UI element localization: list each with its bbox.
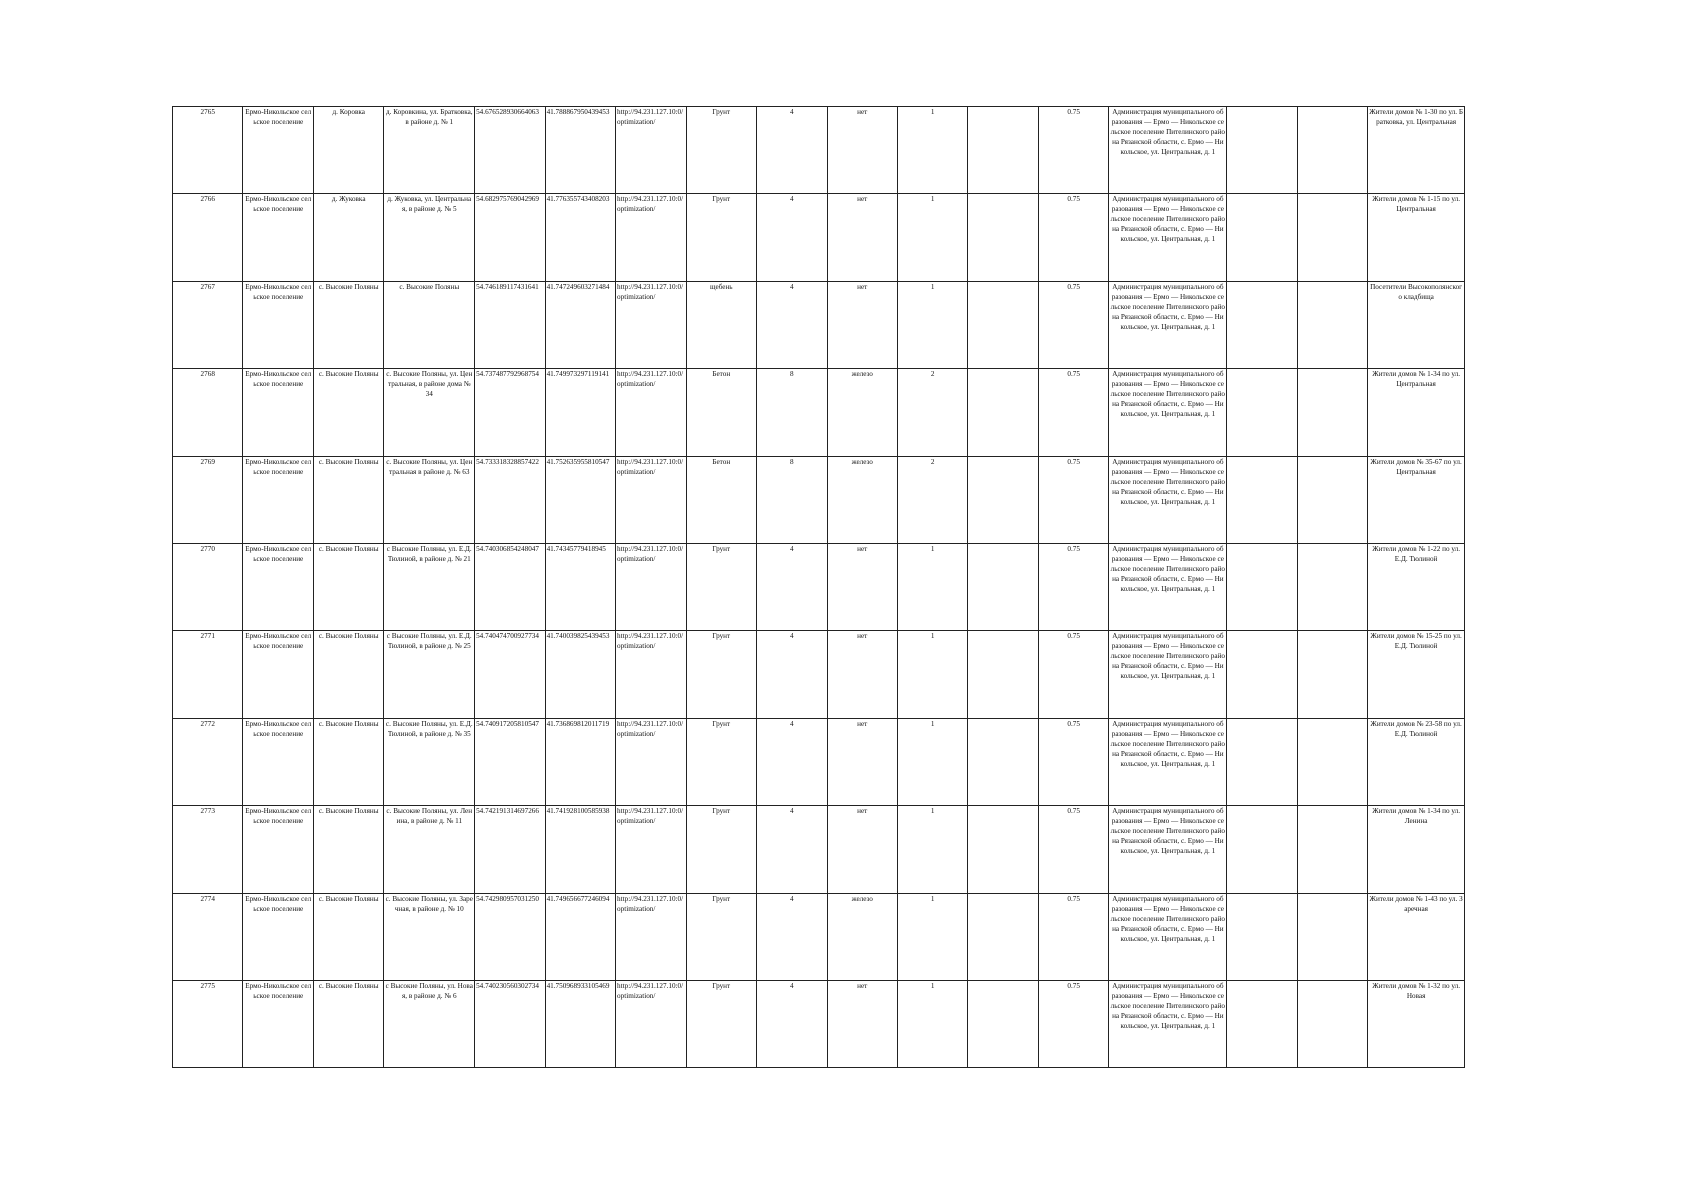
owner-cell: Администрация муниципального образования — Ермо — Никольское сельское поселение Пителинского района Рязанской области, с. Ермо — Никольское, ул. Центральная, д. 1 — [1109, 893, 1227, 980]
containers-cell: 2 — [897, 456, 967, 543]
settlement-cell: Ермо-Никольское сельское поселение — [243, 718, 313, 805]
volume-cell: 0.75 — [1038, 107, 1108, 194]
waste-sources-cell: Посетители Высокополянского кладбища — [1368, 281, 1465, 368]
waste-sources-cell: Жители домов № 15-25 по ул. Е.Д. Тюлиной — [1368, 631, 1465, 718]
settlement-cell: Ермо-Никольское сельское поселение — [243, 543, 313, 630]
record-number-cell: 2769 — [173, 456, 243, 543]
empty-cell — [1227, 543, 1297, 630]
waste-sources-cell: Жители домов № 1-22 по ул. Е.Д. Тюлиной — [1368, 543, 1465, 630]
empty-cell — [1297, 893, 1367, 980]
surface-cell: Бетон — [686, 369, 756, 456]
table-row — [173, 980, 1465, 1067]
surface-cell: щебень — [686, 281, 756, 368]
locality-cell: с. Высокие Поляны — [313, 456, 383, 543]
empty-cell — [1227, 718, 1297, 805]
address-cell: с. Высокие Поляны — [384, 281, 475, 368]
area-cell: 4 — [757, 631, 827, 718]
latitude-cell: 54.733318328857422 — [475, 456, 545, 543]
record-number-cell: 2772 — [173, 718, 243, 805]
latitude-cell: 54.682975769042969 — [475, 194, 545, 281]
waste-sources-cell: Жители домов № 1-43 по ул. Заречная — [1368, 893, 1465, 980]
area-cell: 8 — [757, 369, 827, 456]
owner-cell: Администрация муниципального образования — Ермо — Никольское сельское поселение Пителинского района Рязанской области, с. Ермо — Никольское, ул. Центральная, д. 1 — [1109, 718, 1227, 805]
settlement-cell: Ермо-Никольское сельское поселение — [243, 631, 313, 718]
settlement-cell: Ермо-Никольское сельское поселение — [243, 806, 313, 893]
record-number-cell: 2766 — [173, 194, 243, 281]
surface-cell: Грунт — [686, 194, 756, 281]
latitude-cell: 54.737487792968754 — [475, 369, 545, 456]
link-cell[interactable]: http://94.231.127.10:0/optimization/ — [616, 369, 686, 456]
owner-cell: Администрация муниципального образования — Ермо — Никольское сельское поселение Пителинского района Рязанской области, с. Ермо — Никольское, ул. Центральная, д. 1 — [1109, 980, 1227, 1067]
link-cell[interactable]: http://94.231.127.10:0/optimization/ — [616, 980, 686, 1067]
empty-cell — [1297, 456, 1367, 543]
empty-cell — [968, 806, 1038, 893]
empty-cell — [1297, 543, 1367, 630]
settlement-cell: Ермо-Никольское сельское поселение — [243, 194, 313, 281]
address-cell: с Высокие Поляны, ул. Е.Д. Тюлиной, в районе д. № 25 — [384, 631, 475, 718]
table-row — [173, 631, 1465, 718]
latitude-cell: 54.740230560302734 — [475, 980, 545, 1067]
link-cell[interactable]: http://94.231.127.10:0/optimization/ — [616, 718, 686, 805]
empty-cell — [1227, 107, 1297, 194]
record-number-cell: 2771 — [173, 631, 243, 718]
empty-cell — [968, 893, 1038, 980]
empty-cell — [968, 456, 1038, 543]
latitude-cell: 54.740917205810547 — [475, 718, 545, 805]
volume-cell: 0.75 — [1038, 631, 1108, 718]
fence-cell: нет — [827, 980, 897, 1067]
locality-cell: с. Высокие Поляны — [313, 369, 383, 456]
area-cell: 4 — [757, 281, 827, 368]
longitude-cell: 41.749973297119141 — [545, 369, 615, 456]
locality-cell: с. Высокие Поляны — [313, 806, 383, 893]
waste-sources-cell: Жители домов № 1-32 по ул. Новая — [1368, 980, 1465, 1067]
address-cell: д. Коровкина, ул. Братковка, в районе д. № 1 — [384, 107, 475, 194]
surface-cell: Грунт — [686, 893, 756, 980]
address-cell: с. Высокие Поляны, ул. Центральная, в районе дома № 34 — [384, 369, 475, 456]
containers-cell: 1 — [897, 980, 967, 1067]
fence-cell: железо — [827, 456, 897, 543]
empty-cell — [1297, 369, 1367, 456]
locality-cell: с. Высокие Поляны — [313, 893, 383, 980]
empty-cell — [1297, 194, 1367, 281]
settlement-cell: Ермо-Никольское сельское поселение — [243, 107, 313, 194]
table-row — [173, 456, 1465, 543]
area-cell: 4 — [757, 194, 827, 281]
waste-sources-cell: Жители домов № 23-58 по ул. Е.Д. Тюлиной — [1368, 718, 1465, 805]
containers-cell: 1 — [897, 281, 967, 368]
settlement-cell: Ермо-Никольское сельское поселение — [243, 281, 313, 368]
longitude-cell: 41.776355743408203 — [545, 194, 615, 281]
surface-cell: Грунт — [686, 806, 756, 893]
latitude-cell: 54.676528930664063 — [475, 107, 545, 194]
containers-cell: 1 — [897, 893, 967, 980]
table-row — [173, 893, 1465, 980]
empty-cell — [968, 980, 1038, 1067]
empty-cell — [1227, 631, 1297, 718]
address-cell: с. Высокие Поляны, ул. Центральная в районе д. № 63 — [384, 456, 475, 543]
containers-cell: 1 — [897, 107, 967, 194]
containers-cell: 1 — [897, 543, 967, 630]
area-cell: 4 — [757, 107, 827, 194]
empty-cell — [968, 718, 1038, 805]
empty-cell — [968, 543, 1038, 630]
longitude-cell: 41.74345779418945 — [545, 543, 615, 630]
longitude-cell: 41.736869812011719 — [545, 718, 615, 805]
link-cell[interactable]: http://94.231.127.10:0/optimization/ — [616, 456, 686, 543]
table-row — [173, 718, 1465, 805]
locality-cell: с. Высокие Поляны — [313, 718, 383, 805]
latitude-cell: 54.742191314697266 — [475, 806, 545, 893]
record-number-cell: 2767 — [173, 281, 243, 368]
owner-cell: Администрация муниципального образования — Ермо — Никольское сельское поселение Пителинского района Рязанской области, с. Ермо — Никольское, ул. Центральная, д. 1 — [1109, 806, 1227, 893]
empty-cell — [1227, 456, 1297, 543]
locality-cell: с. Высокие Поляны — [313, 631, 383, 718]
settlement-cell: Ермо-Никольское сельское поселение — [243, 893, 313, 980]
longitude-cell: 41.740039825439453 — [545, 631, 615, 718]
link-cell[interactable]: http://94.231.127.10:0/optimization/ — [616, 107, 686, 194]
settlement-cell: Ермо-Никольское сельское поселение — [243, 456, 313, 543]
empty-cell — [1297, 281, 1367, 368]
fence-cell: нет — [827, 806, 897, 893]
link-cell[interactable]: http://94.231.127.10:0/optimization/ — [616, 806, 686, 893]
surface-cell: Грунт — [686, 980, 756, 1067]
empty-cell — [1227, 194, 1297, 281]
surface-cell: Грунт — [686, 107, 756, 194]
area-cell: 4 — [757, 543, 827, 630]
area-cell: 4 — [757, 893, 827, 980]
address-cell: с. Высокие Поляны, ул. Е.Д. Тюлиной, в районе д. № 35 — [384, 718, 475, 805]
surface-cell: Грунт — [686, 718, 756, 805]
locality-cell: с. Высокие Поляны — [313, 281, 383, 368]
registry-table-body — [173, 107, 1465, 1068]
waste-sources-cell: Жители домов № 1-15 по ул. Центральная — [1368, 194, 1465, 281]
owner-cell: Администрация муниципального образования — Ермо — Никольское сельское поселение Пителинского района Рязанской области, с. Ермо — Никольское, ул. Центральная, д. 1 — [1109, 107, 1227, 194]
owner-cell: Администрация муниципального образования — Ермо — Никольское сельское поселение Пителинского района Рязанской области, с. Ермо — Никольское, ул. Центральная, д. 1 — [1109, 369, 1227, 456]
link-cell[interactable]: http://94.231.127.10:0/optimization/ — [616, 194, 686, 281]
empty-cell — [1227, 369, 1297, 456]
latitude-cell: 54.740474700927734 — [475, 631, 545, 718]
longitude-cell: 41.741928100585938 — [545, 806, 615, 893]
address-cell: с. Высокие Поляны, ул. Заречная, в районе д. № 10 — [384, 893, 475, 980]
volume-cell: 0.75 — [1038, 281, 1108, 368]
link-cell[interactable]: http://94.231.127.10:0/optimization/ — [616, 543, 686, 630]
fence-cell: нет — [827, 718, 897, 805]
owner-cell: Администрация муниципального образования — Ермо — Никольское сельское поселение Пителинского района Рязанской области, с. Ермо — Никольское, ул. Центральная, д. 1 — [1109, 281, 1227, 368]
longitude-cell: 41.747249603271484 — [545, 281, 615, 368]
owner-cell: Администрация муниципального образования — Ермо — Никольское сельское поселение Пителинского района Рязанской области, с. Ермо — Никольское, ул. Центральная, д. 1 — [1109, 631, 1227, 718]
link-cell[interactable]: http://94.231.127.10:0/optimization/ — [616, 631, 686, 718]
volume-cell: 0.75 — [1038, 194, 1108, 281]
record-number-cell: 2775 — [173, 980, 243, 1067]
table-row — [173, 806, 1465, 893]
latitude-cell: 54.740306854248047 — [475, 543, 545, 630]
empty-cell — [1227, 806, 1297, 893]
fence-cell: нет — [827, 107, 897, 194]
waste-sources-cell: Жители домов № 1-34 по ул. Центральная — [1368, 369, 1465, 456]
address-cell: с. Высокие Поляны, ул. Ленина, в районе д. № 11 — [384, 806, 475, 893]
empty-cell — [968, 631, 1038, 718]
longitude-cell: 41.788867950439453 — [545, 107, 615, 194]
empty-cell — [1297, 107, 1367, 194]
settlement-cell: Ермо-Никольское сельское поселение — [243, 980, 313, 1067]
empty-cell — [968, 107, 1038, 194]
table-row — [173, 369, 1465, 456]
empty-cell — [968, 281, 1038, 368]
fence-cell: нет — [827, 631, 897, 718]
address-cell: д. Жуковка, ул. Центральная, в районе д. № 5 — [384, 194, 475, 281]
table-row — [173, 107, 1465, 194]
locality-cell: с. Высокие Поляны — [313, 543, 383, 630]
locality-cell: д. Коровка — [313, 107, 383, 194]
registry-table — [172, 106, 1465, 1068]
empty-cell — [1227, 893, 1297, 980]
address-cell: с Высокие Поляны, ул. Е.Д. Тюлиной, в районе д. № 21 — [384, 543, 475, 630]
volume-cell: 0.75 — [1038, 893, 1108, 980]
locality-cell: с. Высокие Поляны — [313, 980, 383, 1067]
surface-cell: Грунт — [686, 631, 756, 718]
longitude-cell: 41.749656677246094 — [545, 893, 615, 980]
empty-cell — [1297, 980, 1367, 1067]
table-row — [173, 543, 1465, 630]
containers-cell: 1 — [897, 806, 967, 893]
volume-cell: 0.75 — [1038, 980, 1108, 1067]
area-cell: 4 — [757, 718, 827, 805]
volume-cell: 0.75 — [1038, 543, 1108, 630]
link-cell[interactable]: http://94.231.127.10:0/optimization/ — [616, 281, 686, 368]
table-row — [173, 281, 1465, 368]
record-number-cell: 2773 — [173, 806, 243, 893]
record-number-cell: 2768 — [173, 369, 243, 456]
longitude-cell: 41.750968933105469 — [545, 980, 615, 1067]
table-row — [173, 194, 1465, 281]
settlement-cell: Ермо-Никольское сельское поселение — [243, 369, 313, 456]
volume-cell: 0.75 — [1038, 806, 1108, 893]
fence-cell: нет — [827, 194, 897, 281]
empty-cell — [1297, 718, 1367, 805]
waste-sources-cell: Жители домов № 35-67 по ул. Центральная — [1368, 456, 1465, 543]
empty-cell — [1227, 281, 1297, 368]
latitude-cell: 54.742980957031250 — [475, 893, 545, 980]
link-cell[interactable]: http://94.231.127.10:0/optimization/ — [616, 893, 686, 980]
empty-cell — [968, 369, 1038, 456]
empty-cell — [1227, 980, 1297, 1067]
containers-cell: 1 — [897, 194, 967, 281]
area-cell: 4 — [757, 806, 827, 893]
empty-cell — [968, 194, 1038, 281]
record-number-cell: 2770 — [173, 543, 243, 630]
fence-cell: нет — [827, 281, 897, 368]
latitude-cell: 54.746189117431641 — [475, 281, 545, 368]
containers-cell: 2 — [897, 369, 967, 456]
address-cell: с Высокие Поляны, ул. Новая, в районе д. № 6 — [384, 980, 475, 1067]
fence-cell: железо — [827, 369, 897, 456]
owner-cell: Администрация муниципального образования — Ермо — Никольское сельское поселение Пителинского района Рязанской области, с. Ермо — Никольское, ул. Центральная, д. 1 — [1109, 456, 1227, 543]
empty-cell — [1297, 806, 1367, 893]
record-number-cell: 2774 — [173, 893, 243, 980]
containers-cell: 1 — [897, 718, 967, 805]
area-cell: 4 — [757, 980, 827, 1067]
surface-cell: Грунт — [686, 543, 756, 630]
fence-cell: железо — [827, 893, 897, 980]
volume-cell: 0.75 — [1038, 456, 1108, 543]
volume-cell: 0.75 — [1038, 718, 1108, 805]
record-number-cell: 2765 — [173, 107, 243, 194]
volume-cell: 0.75 — [1038, 369, 1108, 456]
area-cell: 8 — [757, 456, 827, 543]
empty-cell — [1297, 631, 1367, 718]
longitude-cell: 41.752635955810547 — [545, 456, 615, 543]
containers-cell: 1 — [897, 631, 967, 718]
fence-cell: нет — [827, 543, 897, 630]
owner-cell: Администрация муниципального образования — Ермо — Никольское сельское поселение Пителинского района Рязанской области, с. Ермо — Никольское, ул. Центральная, д. 1 — [1109, 543, 1227, 630]
locality-cell: д. Жуковка — [313, 194, 383, 281]
waste-sources-cell: Жители домов № 1-34 по ул. Ленина — [1368, 806, 1465, 893]
owner-cell: Администрация муниципального образования — Ермо — Никольское сельское поселение Пителинского района Рязанской области, с. Ермо — Никольское, ул. Центральная, д. 1 — [1109, 194, 1227, 281]
surface-cell: Бетон — [686, 456, 756, 543]
waste-sources-cell: Жители домов № 1-30 по ул. Братковка, ул. Центральная — [1368, 107, 1465, 194]
